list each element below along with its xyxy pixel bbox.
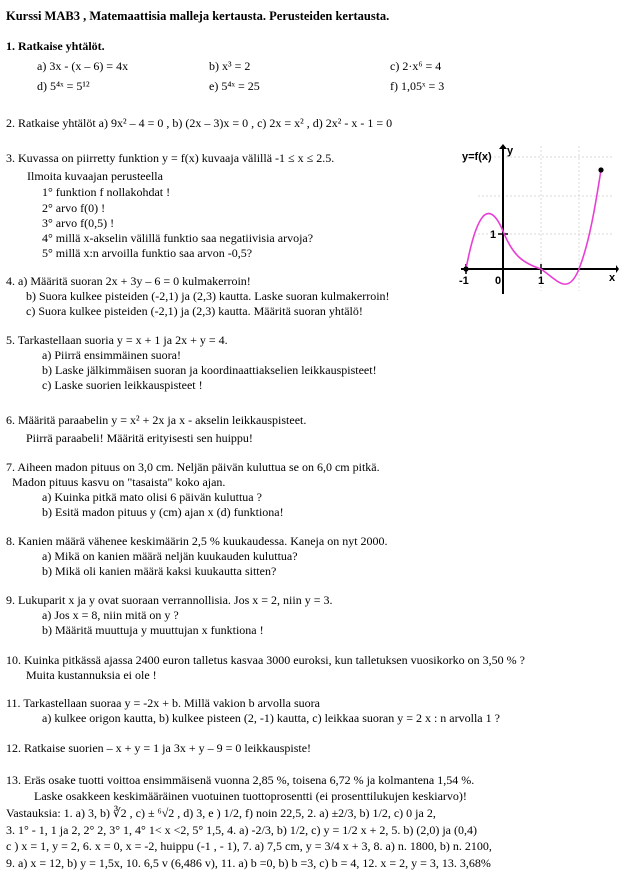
q5-heading: 5. Tarkastellaan suoria y = x + 1 ja 2x + y = 4. xyxy=(6,333,228,347)
q11-heading: 11. Tarkastellaan suoraa y = -2x + b. Millä vakion b arvolla suora xyxy=(6,696,320,710)
q3-line3: 2° arvo f(0) ! xyxy=(42,201,106,215)
q10-heading: 10. Kuinka pitkässä ajassa 2400 euron talletus kasvaa 3000 euroksi, kun talletuksen vuosikorko on 3,50 % ? xyxy=(6,653,525,667)
q9-heading: 9. Lukuparit x ja y ovat suoraan verrannollisia. Jos x = 2, niin y = 3. xyxy=(6,593,333,607)
q3-line2: 1° funktion f nollakohdat ! xyxy=(42,185,171,199)
answers-line-1: Vastauksia: 1. a) 3, b) ∛2 , c) ± ⁶√2 , d) 3, e ) 1/2, f) noin 22,5, 2. a) ±2/3, b) 1/2, c) 0 ja 2, xyxy=(6,806,436,820)
q6-heading: 6. Määritä paraabelin y = x² + 2x ja x - akselin leikkauspisteet. xyxy=(6,413,307,427)
q3-line6: 5° millä x:n arvoilla funktio saa arvon -0,5? xyxy=(42,246,253,260)
q3-line4: 3° arvo f(0,5) ! xyxy=(42,216,115,230)
q4-b: b) Suora kulkee pisteiden (-2,1) ja (2,3) kautta. Laske suoran kulmakerroin! xyxy=(26,289,390,303)
q7-a: a) Kuinka pitkä mato olisi 6 päivän kuluttua ? xyxy=(42,490,262,504)
q2-line: 2. Ratkaise yhtälöt a) 9x² – 4 = 0 , b) (2x – 3)x = 0 , c) 2x = x² , d) 2x² - x - 1 = 0 xyxy=(6,116,393,130)
answers-line-2: 3. 1° - 1, 1 ja 2, 2° 2, 3° 1, 4° 1< x <2, 5° 1,5, 4. a) -2/3, b) 1/2, c) y = 1/2 x + 2, 5. b) (2,0) ja (0,4) xyxy=(6,822,477,837)
graph-tick-label-y1: 1 xyxy=(490,229,497,241)
q1-e: e) 5⁴ˣ = 25 xyxy=(209,79,260,93)
q5-c: c) Laske suorien leikkauspisteet ! xyxy=(42,378,203,392)
q3-line1: Ilmoita kuvaajan perusteella xyxy=(27,169,163,183)
q1-a: a) 3x - (x – 6) = 4x xyxy=(37,59,129,73)
curve-start-point xyxy=(463,266,468,271)
answers-line-3: c ) x = 1, y = 2, 6. x = 0, x = -2, huippu (-1 , - 1), 7. a) 7,5 cm, y = 3/4 x + 3, 8. a) n. 1800, b) n. 2100, xyxy=(6,839,492,854)
q5-b: b) Laske jälkimmäisen suoran ja koordinaattiakselien leikkauspisteet! xyxy=(42,363,377,377)
page-title: Kurssi MAB3 , Matemaattisia malleja kertausta. Perusteiden kertausta. xyxy=(6,9,390,23)
q5-a: a) Piirrä ensimmäinen suora! xyxy=(42,348,181,362)
y-axis-arrow xyxy=(499,144,507,149)
q13-line2: Laske osakkeen keskimääräinen vuotuinen tuottoprosentti (ei prosenttilukujen keskiarvo)! xyxy=(34,789,467,803)
q1-f: f) 1,05ˣ = 3 xyxy=(390,79,445,93)
q1-d: d) 5⁴ˣ = 5¹² xyxy=(37,79,90,93)
q6-line2: Piirrä paraabeli! Määritä erityisesti sen huippu! xyxy=(26,431,253,445)
answers-line-4: 9. a) x = 12, b) y = 1,5x, 10. 6,5 v (6,486 v), 11. a) b =0, b) b =3, c) b = 4, 12. x = 2, y = 3, 13. 3,68% xyxy=(6,855,491,870)
function-graph xyxy=(458,141,620,296)
graph-y-label: y xyxy=(507,145,514,157)
q13-heading: 13. Eräs osake tuotti voittoa ensimmäisenä vuonna 2,85 %, toisena 6,72 % ja kolmantena 1,54 %. xyxy=(6,773,475,787)
q11-line2: a) kulkee origon kautta, b) kulkee pisteen (2, -1) kautta, c) leikkaa suoran y = 2 x : n arvolla 1 ? xyxy=(42,711,500,725)
q8-heading: 8. Kanien määrä vähenee keskimäärin 2,5 % kuukaudessa. Kaneja on nyt 2000. xyxy=(6,534,388,548)
answers-block xyxy=(6,805,618,871)
function-curve xyxy=(466,170,601,284)
q12-line: 12. Ratkaise suorien – x + y = 1 ja 3x + y – 9 = 0 leikkauspiste! xyxy=(6,741,312,755)
q4-a: 4. a) Määritä suoran 2x + 3y – 6 = 0 kulmakerroin! xyxy=(6,274,251,288)
q9-b: b) Määritä muuttuja y muuttujan x funktiona ! xyxy=(42,623,264,637)
graph-tick-label-0: 0 xyxy=(495,275,502,287)
q1-c: c) 2·x⁶ = 4 xyxy=(390,59,442,73)
q8-a: a) Mikä on kanien määrä neljän kuukauden kuluttua? xyxy=(42,549,298,563)
graph-fx-label: y=f(x) xyxy=(462,151,492,163)
q7-line2: Madon pituus kasvu on "tasaista" koko ajan. xyxy=(12,475,226,489)
q10-line2: Muita kustannuksia ei ole ! xyxy=(26,668,157,682)
curve-end-point xyxy=(598,167,603,172)
q1-heading: 1. Ratkaise yhtälöt. xyxy=(6,39,105,53)
q4-c: c) Suora kulkee pisteiden (-2,1) ja (2,3) kautta. Määritä suoran yhtälö! xyxy=(26,304,363,318)
q1-b: b) x³ = 2 xyxy=(209,59,251,73)
graph-tick-label-x1: 1 xyxy=(538,275,545,287)
graph-x-label: x xyxy=(609,272,616,284)
x-axis-arrow xyxy=(616,265,619,273)
graph-tick-label-minus1: -1 xyxy=(459,275,469,287)
q7-b: b) Esitä madon pituus y (cm) ajan x (d) funktiona! xyxy=(42,505,284,519)
q3-heading: 3. Kuvassa on piirretty funktion y = f(x) kuvaaja välillä -1 ≤ x ≤ 2.5. xyxy=(6,151,335,165)
q8-b: b) Mikä oli kanien määrä kaksi kuukautta sitten? xyxy=(42,564,277,578)
q9-a: a) Jos x = 8, niin mitä on y ? xyxy=(42,608,179,622)
q7-heading: 7. Aiheen madon pituus on 3,0 cm. Neljän päivän kuluttua se on 6,0 cm pitkä. xyxy=(6,460,380,474)
q3-line5: 4° millä x-akselin välillä funktio saa negatiivisia arvoja? xyxy=(42,231,314,245)
